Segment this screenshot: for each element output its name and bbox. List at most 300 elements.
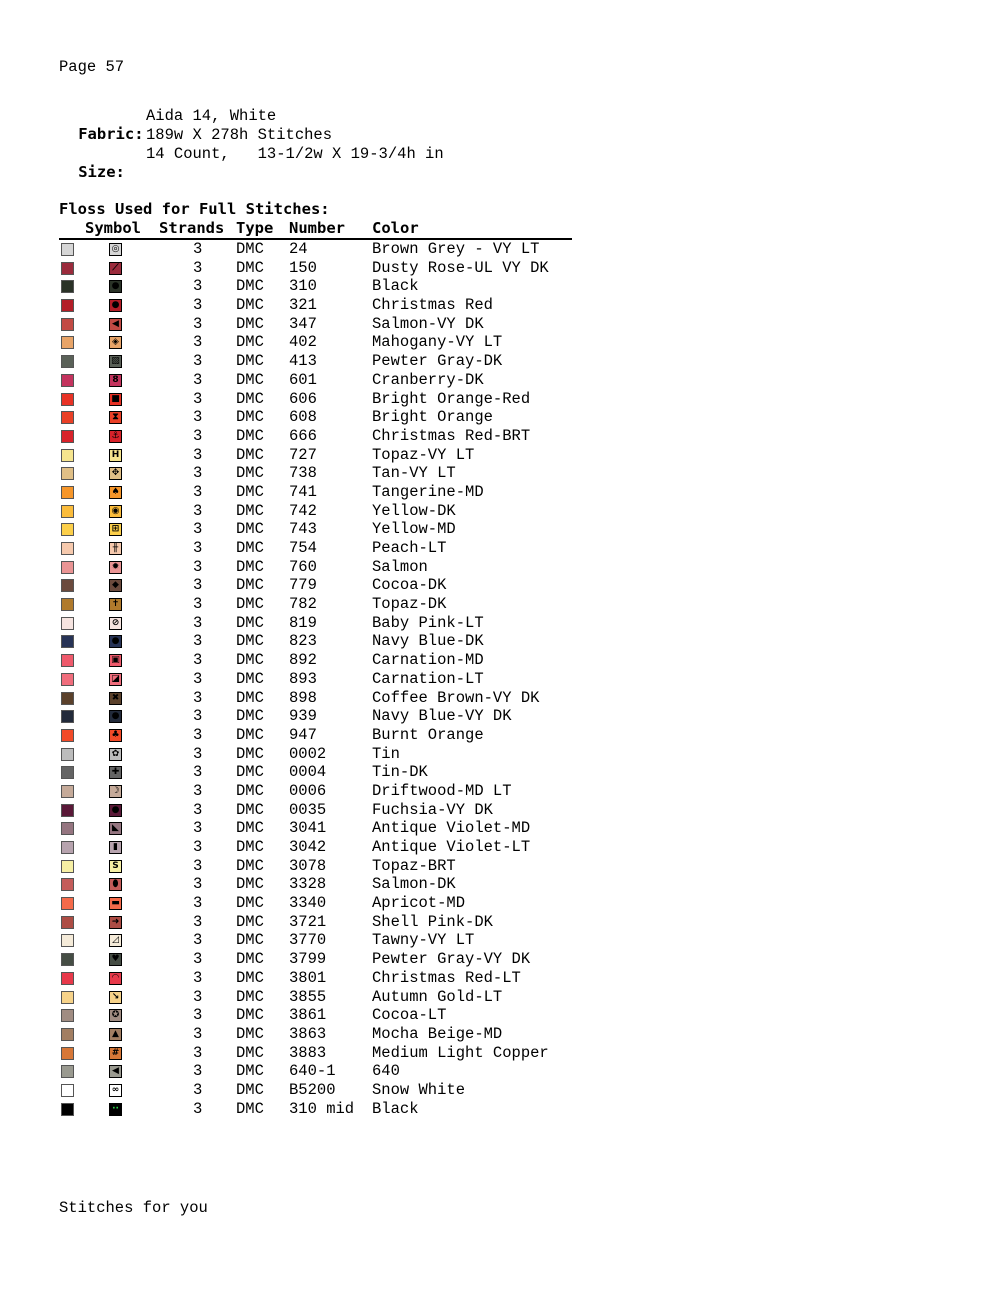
strands-cell: 3 xyxy=(193,277,203,296)
number-cell: 606 xyxy=(289,389,317,408)
strands-cell: 3 xyxy=(193,912,203,931)
color-swatch xyxy=(61,934,74,947)
color-swatch xyxy=(61,617,74,630)
color-swatch xyxy=(61,299,74,312)
strands-cell: 3 xyxy=(193,445,203,464)
strands-cell: 3 xyxy=(193,482,203,501)
color-swatch xyxy=(61,804,74,817)
symbol-icon: ⊘ xyxy=(109,617,122,630)
symbol-icon: ⚓ xyxy=(109,430,122,443)
strands-cell: 3 xyxy=(193,352,203,371)
symbol-icon: ● xyxy=(109,635,122,648)
fabric-label: Fabric: xyxy=(78,125,144,143)
number-cell: 3340 xyxy=(289,894,327,913)
table-row xyxy=(59,502,572,521)
strands-cell: 3 xyxy=(193,1062,203,1081)
symbol-icon: ▮ xyxy=(109,841,122,854)
color-swatch xyxy=(61,766,74,779)
header-type: Type xyxy=(236,219,274,237)
table-row xyxy=(59,371,572,390)
number-cell: 608 xyxy=(289,408,317,427)
number-cell: 402 xyxy=(289,333,317,352)
number-cell: 3078 xyxy=(289,856,327,875)
color-swatch xyxy=(61,598,74,611)
color-swatch xyxy=(61,841,74,854)
color-swatch xyxy=(61,486,74,499)
color-name-cell: Black xyxy=(372,277,419,296)
strands-cell: 3 xyxy=(193,333,203,352)
type-cell: DMC xyxy=(236,819,264,838)
color-name-cell: Salmon-DK xyxy=(372,875,456,894)
type-cell: DMC xyxy=(236,763,264,782)
color-name-cell: Christmas Red-BRT xyxy=(372,426,531,445)
type-cell: DMC xyxy=(236,258,264,277)
symbol-icon: ◉ xyxy=(109,505,122,518)
symbol-icon: ∞ xyxy=(109,1084,122,1097)
symbol-icon: ◿ xyxy=(109,934,122,947)
number-cell: 741 xyxy=(289,482,317,501)
strands-cell: 3 xyxy=(193,520,203,539)
symbol-icon: ◣ xyxy=(109,822,122,835)
number-cell: 3799 xyxy=(289,950,327,969)
symbol-icon: ·· xyxy=(109,1103,122,1116)
header-symbol: Symbol xyxy=(85,219,141,237)
table-row xyxy=(59,875,572,894)
strands-cell: 3 xyxy=(193,1080,203,1099)
symbol-icon: ♥ xyxy=(109,953,122,966)
number-cell: 3801 xyxy=(289,968,327,987)
type-cell: DMC xyxy=(236,875,264,894)
strands-cell: 3 xyxy=(193,576,203,595)
type-cell: DMC xyxy=(236,1024,264,1043)
type-cell: DMC xyxy=(236,482,264,501)
type-cell: DMC xyxy=(236,520,264,539)
symbol-icon: ↘ xyxy=(109,991,122,1004)
color-swatch xyxy=(61,336,74,349)
color-name-cell: Mocha Beige-MD xyxy=(372,1024,503,1043)
table-row xyxy=(59,726,572,745)
type-cell: DMC xyxy=(236,426,264,445)
color-name-cell: Black xyxy=(372,1099,419,1118)
type-cell: DMC xyxy=(236,464,264,483)
color-swatch xyxy=(61,579,74,592)
table-header xyxy=(59,219,572,240)
strands-cell: 3 xyxy=(193,838,203,856)
strands-cell: 3 xyxy=(193,389,203,408)
color-name-cell: Dusty Rose-UL VY DK xyxy=(372,258,549,277)
color-name-cell: Tan-VY LT xyxy=(372,464,456,483)
table-row xyxy=(59,390,572,409)
table-row xyxy=(59,1044,572,1063)
color-name-cell: Navy Blue-VY DK xyxy=(372,707,512,726)
table-row xyxy=(59,931,572,950)
color-swatch xyxy=(61,1065,74,1078)
color-name-cell: Carnation-LT xyxy=(372,669,484,688)
fabric-line xyxy=(59,107,144,144)
strands-cell: 3 xyxy=(193,1006,203,1025)
color-name-cell: Coffee Brown-VY DK xyxy=(372,688,540,707)
strands-cell: 3 xyxy=(193,781,203,800)
color-name-cell: Christmas Red xyxy=(372,296,493,315)
symbol-icon: ♠ xyxy=(109,486,122,499)
strands-cell: 3 xyxy=(193,669,203,688)
table-row xyxy=(59,1062,572,1081)
symbol-icon: ▣ xyxy=(109,654,122,667)
color-swatch xyxy=(61,897,74,910)
symbol-icon: ✹ xyxy=(109,561,122,574)
color-name-cell: Cocoa-LT xyxy=(372,1006,447,1025)
symbol-icon: ⟋ xyxy=(109,262,122,275)
color-swatch xyxy=(61,430,74,443)
color-swatch xyxy=(61,710,74,723)
symbol-icon: ◎ xyxy=(109,243,122,256)
color-name-cell: Topaz-VY LT xyxy=(372,445,475,464)
strands-cell: 3 xyxy=(193,557,203,576)
color-name-cell: 640 xyxy=(372,1062,400,1081)
color-swatch xyxy=(61,523,74,536)
type-cell: DMC xyxy=(236,856,264,875)
table-row xyxy=(59,763,572,782)
number-cell: 782 xyxy=(289,595,317,614)
color-name-cell: Tin-DK xyxy=(372,763,428,782)
color-name-cell: Topaz-DK xyxy=(372,595,447,614)
color-swatch xyxy=(61,916,74,929)
number-cell: 727 xyxy=(289,445,317,464)
symbol-icon: H xyxy=(109,449,122,462)
table-row xyxy=(59,801,572,820)
symbol-icon: ✖ xyxy=(109,692,122,705)
number-cell: 823 xyxy=(289,632,317,651)
strands-cell: 3 xyxy=(193,651,203,670)
type-cell: DMC xyxy=(236,838,264,856)
strands-cell: 3 xyxy=(193,819,203,838)
number-cell: 0004 xyxy=(289,763,327,782)
table-row xyxy=(59,576,572,595)
color-name-cell: Bright Orange xyxy=(372,408,493,427)
table-row xyxy=(59,595,572,614)
color-name-cell: Mahogany-VY LT xyxy=(372,333,503,352)
color-swatch xyxy=(61,729,74,742)
color-swatch xyxy=(61,822,74,835)
symbol-icon: ● xyxy=(109,299,122,312)
table-row xyxy=(59,240,572,259)
strands-cell: 3 xyxy=(193,688,203,707)
strands-cell: 3 xyxy=(193,856,203,875)
strands-cell: 3 xyxy=(193,426,203,445)
table-row xyxy=(59,1081,572,1100)
color-name-cell: Baby Pink-LT xyxy=(372,613,484,632)
symbol-icon: ✝ xyxy=(109,598,122,611)
number-cell: 150 xyxy=(289,258,317,277)
color-swatch xyxy=(61,1009,74,1022)
symbol-icon: ✪ xyxy=(109,1009,122,1022)
color-name-cell: Burnt Orange xyxy=(372,725,484,744)
type-cell: DMC xyxy=(236,370,264,389)
number-cell: 0002 xyxy=(289,744,327,763)
color-name-cell: Christmas Red-LT xyxy=(372,968,521,987)
color-swatch xyxy=(61,262,74,275)
table-row xyxy=(59,259,572,278)
symbol-icon: ☽ xyxy=(109,785,122,798)
strands-cell: 3 xyxy=(193,613,203,632)
strands-cell: 3 xyxy=(193,987,203,1006)
number-cell: 898 xyxy=(289,688,317,707)
strands-cell: 3 xyxy=(193,632,203,651)
symbol-icon: ✿ xyxy=(109,748,122,761)
stitch-count: 189w X 278h Stitches xyxy=(146,126,333,144)
color-name-cell: Apricot-MD xyxy=(372,894,466,913)
size-value: 14 Count, 13-1/2w X 19-3/4h in xyxy=(146,145,444,163)
table-row xyxy=(59,894,572,913)
table-row xyxy=(59,670,572,689)
color-name-cell: Pewter Gray-DK xyxy=(372,352,503,371)
footer-text: Stitches for you xyxy=(59,1199,208,1217)
strands-cell: 3 xyxy=(193,950,203,969)
size-label: Size: xyxy=(78,163,125,181)
strands-cell: 3 xyxy=(193,744,203,763)
color-name-cell: Tin xyxy=(372,744,400,763)
type-cell: DMC xyxy=(236,296,264,315)
table-row xyxy=(59,819,572,838)
type-cell: DMC xyxy=(236,408,264,427)
table-row xyxy=(59,315,572,334)
color-name-cell: Medium Light Copper xyxy=(372,1043,549,1062)
symbol-icon: 8 xyxy=(109,374,122,387)
color-name-cell: Snow White xyxy=(372,1080,466,1099)
symbol-icon: # xyxy=(109,1047,122,1060)
color-swatch xyxy=(61,972,74,985)
color-swatch xyxy=(61,1103,74,1116)
color-swatch xyxy=(61,860,74,873)
type-cell: DMC xyxy=(236,595,264,614)
symbol-icon: ● xyxy=(109,710,122,723)
color-name-cell: Tangerine-MD xyxy=(372,482,484,501)
fabric-value: Aida 14, White xyxy=(146,107,277,125)
strands-cell: 3 xyxy=(193,875,203,894)
number-cell: 3855 xyxy=(289,987,327,1006)
type-cell: DMC xyxy=(236,557,264,576)
table-row xyxy=(59,277,572,296)
number-cell: 3041 xyxy=(289,819,327,838)
page-number: Page 57 xyxy=(59,58,125,76)
symbol-icon: ◈ xyxy=(109,336,122,349)
type-cell: DMC xyxy=(236,613,264,632)
symbol-icon: ■ xyxy=(109,393,122,406)
type-cell: DMC xyxy=(236,688,264,707)
header-number: Number xyxy=(289,219,345,237)
strands-cell: 3 xyxy=(193,258,203,277)
type-cell: DMC xyxy=(236,1043,264,1062)
number-cell: B5200 xyxy=(289,1080,336,1099)
number-cell: 24 xyxy=(289,240,308,258)
color-swatch xyxy=(61,991,74,1004)
symbol-icon: ⬮ xyxy=(109,878,122,891)
number-cell: 760 xyxy=(289,557,317,576)
number-cell: 892 xyxy=(289,651,317,670)
strands-cell: 3 xyxy=(193,539,203,557)
type-cell: DMC xyxy=(236,389,264,408)
table-row xyxy=(59,745,572,764)
strands-cell: 3 xyxy=(193,501,203,520)
type-cell: DMC xyxy=(236,333,264,352)
symbol-icon: ✥ xyxy=(109,467,122,480)
symbol-icon: ◀ xyxy=(109,1065,122,1078)
color-name-cell: Fuchsia-VY DK xyxy=(372,800,493,819)
color-name-cell: Carnation-MD xyxy=(372,651,484,670)
strands-cell: 3 xyxy=(193,370,203,389)
table-row xyxy=(59,427,572,446)
type-cell: DMC xyxy=(236,445,264,464)
color-swatch xyxy=(61,654,74,667)
symbol-icon: ◀ xyxy=(109,318,122,331)
symbol-icon: ▧ xyxy=(109,355,122,368)
color-swatch xyxy=(61,467,74,480)
number-cell: 3328 xyxy=(289,875,327,894)
color-swatch xyxy=(61,1047,74,1060)
type-cell: DMC xyxy=(236,669,264,688)
color-swatch xyxy=(61,1028,74,1041)
number-cell: 347 xyxy=(289,314,317,333)
color-swatch xyxy=(61,449,74,462)
strands-cell: 3 xyxy=(193,408,203,427)
color-name-cell: Tawny-VY LT xyxy=(372,931,475,950)
color-swatch xyxy=(61,692,74,705)
color-name-cell: Bright Orange-Red xyxy=(372,389,531,408)
number-cell: 666 xyxy=(289,426,317,445)
number-cell: 939 xyxy=(289,707,317,726)
table-row xyxy=(59,1006,572,1025)
strands-cell: 3 xyxy=(193,595,203,614)
strands-cell: 3 xyxy=(193,894,203,913)
number-cell: 947 xyxy=(289,725,317,744)
symbol-icon: ⊞ xyxy=(109,523,122,536)
number-cell: 413 xyxy=(289,352,317,371)
table-row xyxy=(59,632,572,651)
strands-cell: 3 xyxy=(193,763,203,782)
table-row xyxy=(59,614,572,633)
strands-cell: 3 xyxy=(193,931,203,950)
symbol-icon: ✚ xyxy=(109,766,122,779)
table-row xyxy=(59,857,572,876)
size-line xyxy=(59,145,125,182)
table-row xyxy=(59,1025,572,1044)
color-swatch xyxy=(61,673,74,686)
type-cell: DMC xyxy=(236,912,264,931)
symbol-icon: ● xyxy=(109,804,122,817)
symbol-icon: ● xyxy=(109,280,122,293)
table-row xyxy=(59,782,572,801)
color-name-cell: Cocoa-DK xyxy=(372,576,447,595)
color-name-cell: Yellow-DK xyxy=(372,501,456,520)
table-row xyxy=(59,446,572,465)
number-cell: 3883 xyxy=(289,1043,327,1062)
number-cell: 321 xyxy=(289,296,317,315)
color-swatch xyxy=(61,505,74,518)
type-cell: DMC xyxy=(236,1006,264,1025)
color-name-cell: Cranberry-DK xyxy=(372,370,484,389)
header-strands: Strands xyxy=(159,219,225,237)
table-row xyxy=(59,969,572,988)
number-cell: 893 xyxy=(289,669,317,688)
color-swatch xyxy=(61,374,74,387)
table-row xyxy=(59,296,572,315)
strands-cell: 3 xyxy=(193,240,203,258)
type-cell: DMC xyxy=(236,781,264,800)
color-name-cell: Topaz-BRT xyxy=(372,856,456,875)
number-cell: 754 xyxy=(289,539,317,557)
strands-cell: 3 xyxy=(193,968,203,987)
color-swatch xyxy=(61,635,74,648)
type-cell: DMC xyxy=(236,240,264,258)
symbol-icon: S xyxy=(109,860,122,873)
number-cell: 738 xyxy=(289,464,317,483)
table-row xyxy=(59,483,572,502)
table-row xyxy=(59,539,572,558)
table-row xyxy=(59,408,572,427)
floss-heading: Floss Used for Full Stitches: xyxy=(59,200,330,218)
color-name-cell: Driftwood-MD LT xyxy=(372,781,512,800)
number-cell: 742 xyxy=(289,501,317,520)
table-row xyxy=(59,558,572,577)
strands-cell: 3 xyxy=(193,725,203,744)
strands-cell: 3 xyxy=(193,296,203,315)
strands-cell: 3 xyxy=(193,1043,203,1062)
table-row xyxy=(59,950,572,969)
type-cell: DMC xyxy=(236,1099,264,1118)
color-name-cell: Navy Blue-DK xyxy=(372,632,484,651)
table-body xyxy=(59,240,572,1118)
color-name-cell: Shell Pink-DK xyxy=(372,912,493,931)
type-cell: DMC xyxy=(236,894,264,913)
color-name-cell: Peach-LT xyxy=(372,539,447,557)
color-swatch xyxy=(61,411,74,424)
type-cell: DMC xyxy=(236,725,264,744)
color-name-cell: Yellow-MD xyxy=(372,520,456,539)
table-row xyxy=(59,689,572,708)
strands-cell: 3 xyxy=(193,464,203,483)
type-cell: DMC xyxy=(236,1080,264,1099)
type-cell: DMC xyxy=(236,968,264,987)
color-swatch xyxy=(61,1084,74,1097)
type-cell: DMC xyxy=(236,931,264,950)
color-swatch xyxy=(61,355,74,368)
type-cell: DMC xyxy=(236,314,264,333)
color-swatch xyxy=(61,748,74,761)
number-cell: 3042 xyxy=(289,838,327,856)
number-cell: 310 mid xyxy=(289,1099,355,1118)
table-row xyxy=(59,352,572,371)
strands-cell: 3 xyxy=(193,800,203,819)
symbol-icon: ➜ xyxy=(109,916,122,929)
symbol-icon: ▬ xyxy=(109,897,122,910)
number-cell: 819 xyxy=(289,613,317,632)
type-cell: DMC xyxy=(236,277,264,296)
table-row xyxy=(59,913,572,932)
type-cell: DMC xyxy=(236,1062,264,1081)
number-cell: 310 xyxy=(289,277,317,296)
number-cell: 0006 xyxy=(289,781,327,800)
color-swatch xyxy=(61,953,74,966)
type-cell: DMC xyxy=(236,950,264,969)
type-cell: DMC xyxy=(236,800,264,819)
table-row xyxy=(59,707,572,726)
color-name-cell: Brown Grey - VY LT xyxy=(372,240,540,258)
table-row xyxy=(59,838,572,857)
number-cell: 3721 xyxy=(289,912,327,931)
type-cell: DMC xyxy=(236,576,264,595)
floss-table xyxy=(59,219,572,1118)
symbol-icon: ◆ xyxy=(109,579,122,592)
